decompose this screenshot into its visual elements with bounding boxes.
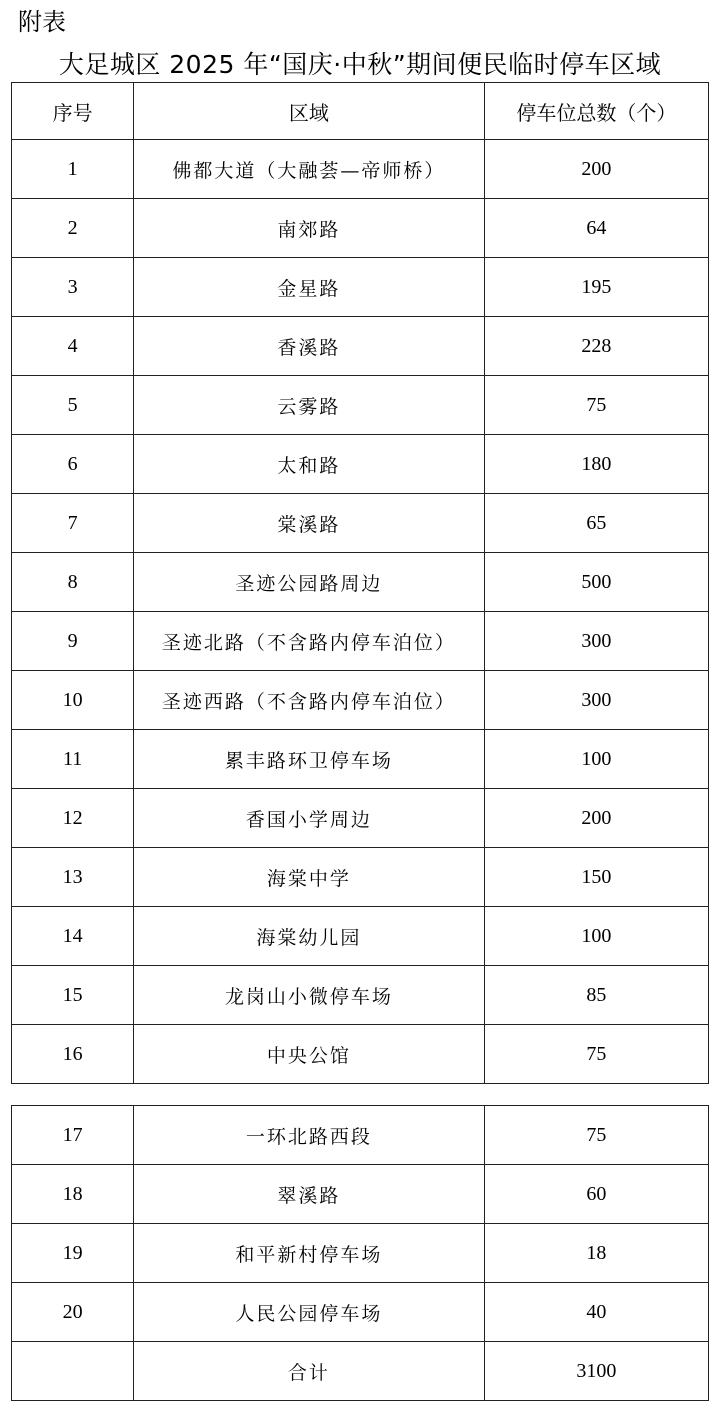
table-row <box>12 789 709 848</box>
table-row <box>12 671 709 730</box>
serial-cell: 20 <box>12 1283 134 1342</box>
area-cell: 金星路 <box>134 258 485 317</box>
header-serial: 序号 <box>12 83 134 140</box>
area-cell: 南郊路 <box>134 199 485 258</box>
table-row <box>12 140 709 199</box>
serial-cell: 10 <box>12 671 134 730</box>
table-row <box>12 1283 709 1342</box>
area-cell: 翠溪路 <box>134 1165 485 1224</box>
count-cell: 150 <box>484 848 708 907</box>
count-cell: 40 <box>484 1283 708 1342</box>
table-row <box>12 553 709 612</box>
count-cell: 75 <box>484 376 708 435</box>
count-cell: 200 <box>484 140 708 199</box>
serial-cell <box>12 1342 134 1401</box>
count-cell: 85 <box>484 966 708 1025</box>
area-cell: 圣迹公园路周边 <box>134 553 485 612</box>
count-cell: 500 <box>484 553 708 612</box>
area-cell: 圣迹西路（不含路内停车泊位） <box>134 671 485 730</box>
count-cell: 75 <box>484 1025 708 1084</box>
serial-cell: 19 <box>12 1224 134 1283</box>
serial-cell: 8 <box>12 553 134 612</box>
area-cell: 海棠中学 <box>134 848 485 907</box>
serial-cell: 6 <box>12 435 134 494</box>
area-cell: 和平新村停车场 <box>134 1224 485 1283</box>
table-row <box>12 317 709 376</box>
total-row <box>12 1342 709 1401</box>
area-cell: 龙岗山小微停车场 <box>134 966 485 1025</box>
serial-cell: 16 <box>12 1025 134 1084</box>
area-cell: 云雾路 <box>134 376 485 435</box>
serial-cell: 2 <box>12 199 134 258</box>
table-row <box>12 730 709 789</box>
count-cell: 60 <box>484 1165 708 1224</box>
area-cell: 中央公馆 <box>134 1025 485 1084</box>
table-header-row <box>12 83 709 140</box>
table-row <box>12 494 709 553</box>
serial-cell: 13 <box>12 848 134 907</box>
serial-cell: 15 <box>12 966 134 1025</box>
count-cell: 75 <box>484 1106 708 1165</box>
count-cell: 64 <box>484 199 708 258</box>
serial-cell: 17 <box>12 1106 134 1165</box>
count-cell: 100 <box>484 730 708 789</box>
serial-cell: 9 <box>12 612 134 671</box>
table-row <box>12 1025 709 1084</box>
area-cell: 一环北路西段 <box>134 1106 485 1165</box>
count-cell: 100 <box>484 907 708 966</box>
header-area: 区域 <box>134 83 485 140</box>
table-row <box>12 1165 709 1224</box>
document-title: 大足城区 2025 年“国庆·中秋”期间便民临时停车区域 <box>58 50 662 79</box>
count-cell: 180 <box>484 435 708 494</box>
area-cell: 合计 <box>134 1342 485 1401</box>
table-row <box>12 376 709 435</box>
count-cell: 300 <box>484 671 708 730</box>
table-row <box>12 966 709 1025</box>
area-cell: 佛都大道（大融荟—帝师桥） <box>134 140 485 199</box>
table-row <box>12 907 709 966</box>
table-row <box>12 258 709 317</box>
parking-table-part-2 <box>11 1105 709 1401</box>
table-row <box>12 612 709 671</box>
table-row <box>12 1224 709 1283</box>
table-row <box>12 848 709 907</box>
table-row <box>12 1106 709 1165</box>
area-cell: 海棠幼儿园 <box>134 907 485 966</box>
count-cell: 200 <box>484 789 708 848</box>
area-cell: 人民公园停车场 <box>134 1283 485 1342</box>
area-cell: 圣迹北路（不含路内停车泊位） <box>134 612 485 671</box>
area-cell: 香溪路 <box>134 317 485 376</box>
area-cell: 香国小学周边 <box>134 789 485 848</box>
count-cell: 3100 <box>484 1342 708 1401</box>
header-count: 停车位总数（个） <box>484 83 708 140</box>
serial-cell: 1 <box>12 140 134 199</box>
parking-table-part-1 <box>11 82 709 1084</box>
count-cell: 195 <box>484 258 708 317</box>
area-cell: 太和路 <box>134 435 485 494</box>
serial-cell: 11 <box>12 730 134 789</box>
serial-cell: 7 <box>12 494 134 553</box>
table-row <box>12 435 709 494</box>
count-cell: 65 <box>484 494 708 553</box>
serial-cell: 3 <box>12 258 134 317</box>
serial-cell: 12 <box>12 789 134 848</box>
serial-cell: 4 <box>12 317 134 376</box>
area-cell: 棠溪路 <box>134 494 485 553</box>
area-cell: 累丰路环卫停车场 <box>134 730 485 789</box>
serial-cell: 14 <box>12 907 134 966</box>
annex-label: 附表 <box>18 8 66 36</box>
count-cell: 228 <box>484 317 708 376</box>
serial-cell: 5 <box>12 376 134 435</box>
serial-cell: 18 <box>12 1165 134 1224</box>
table-row <box>12 199 709 258</box>
count-cell: 300 <box>484 612 708 671</box>
count-cell: 18 <box>484 1224 708 1283</box>
